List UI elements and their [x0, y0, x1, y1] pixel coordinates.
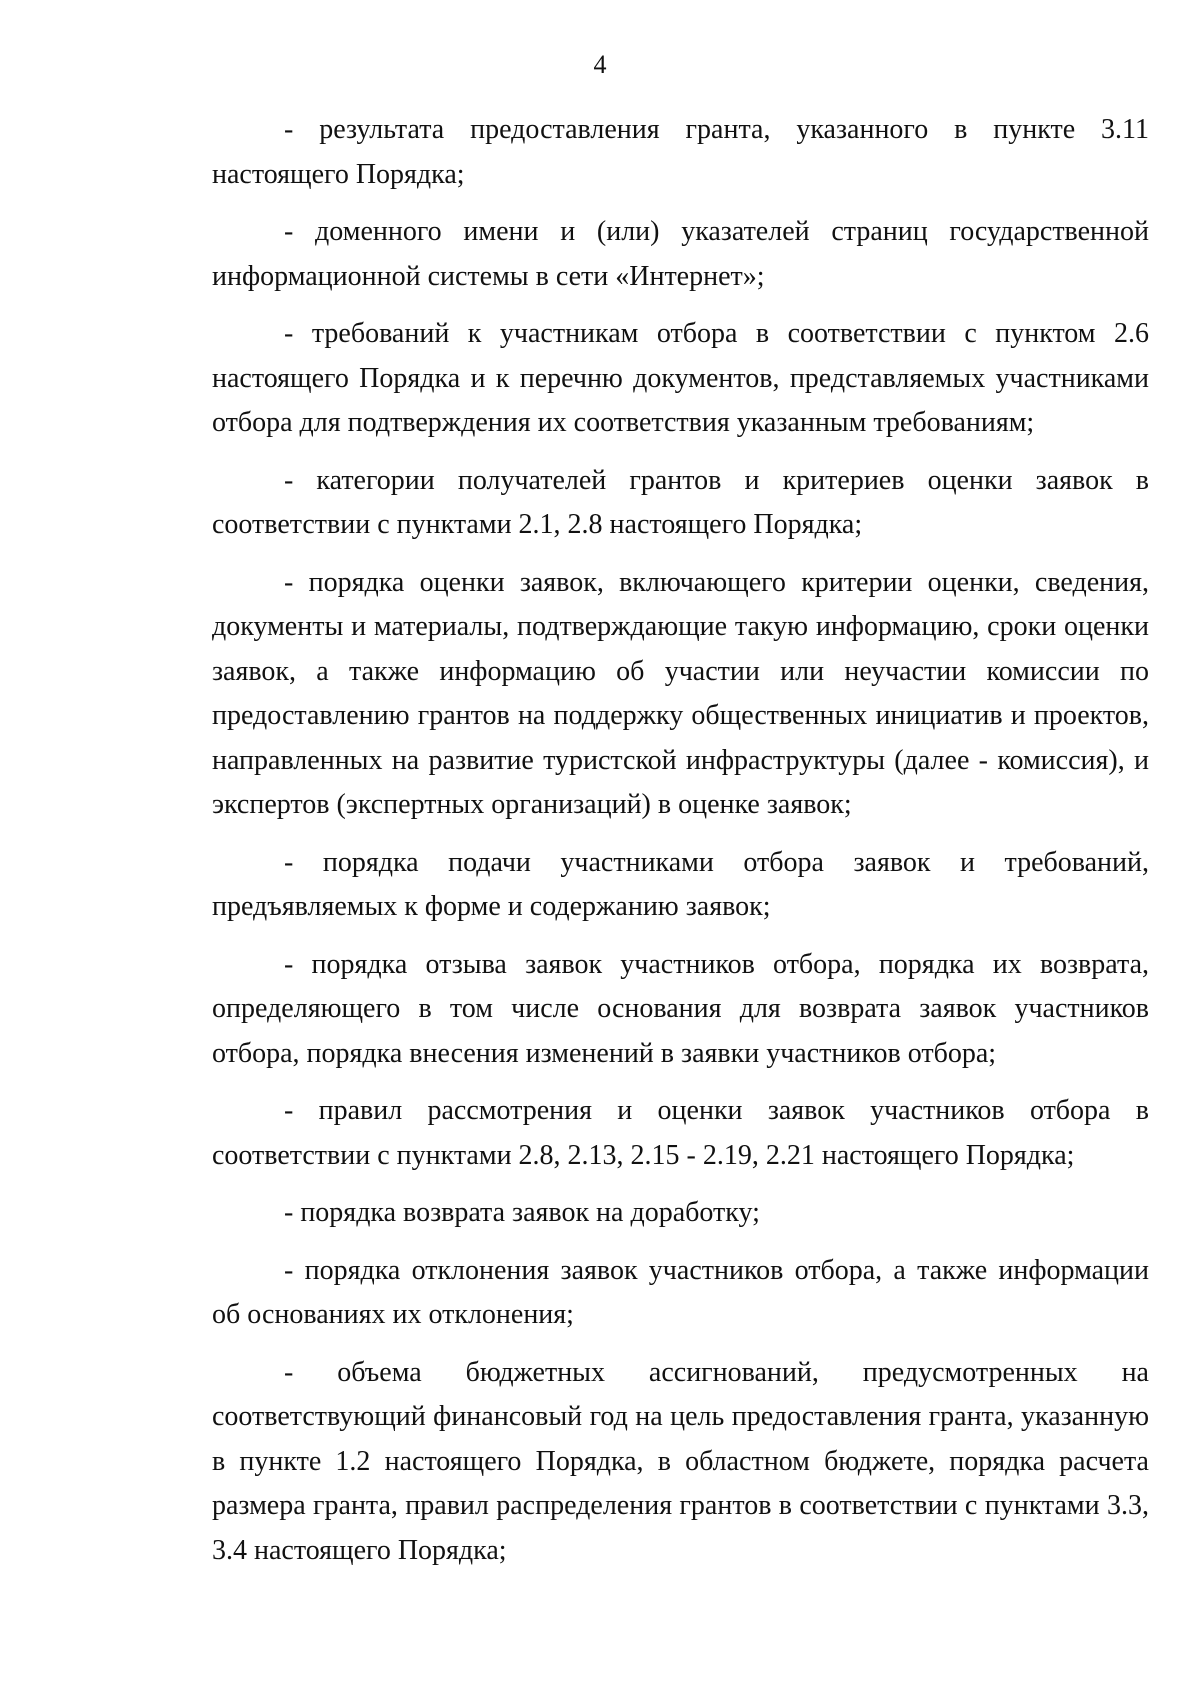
list-item: - порядка оценки заявок, включающего критерии оценки, сведения, документы и материалы, подтверждающие такую информацию, сроки оценки заявок, а также информацию об участии или неучастии комиссии по предоставлению грантов на поддержку общественных инициатив и проектов, направленных на развитие туристской инфраструктуры (далее - комиссия), и экспертов (экспертных организаций) в оценке заявок;	[212, 566, 1149, 820]
list-item: - объема бюджетных ассигнований, предусмотренных на соответствующий финансовый год на цель предоставления гранта, указанную в пункте 1.2 настоящего Порядка, в областном бюджете, порядка расчета размера гранта, правил распределения грантов в соответствии с пунктами 3.3, 3.4 настоящего Порядка;	[212, 1356, 1149, 1566]
list-item: - порядка отзыва заявок участников отбора, порядка их возврата, определяющего в том числе основания для возврата заявок участников отбора, порядка внесения изменений в заявки участников отбора;	[212, 948, 1149, 1069]
list-item: - порядка подачи участниками отбора заявок и требований, предъявляемых к форме и содержанию заявок;	[212, 846, 1149, 922]
list-item: - порядка отклонения заявок участников отбора, а также информации об основаниях их отклонения;	[212, 1254, 1149, 1330]
list-item: - категории получателей грантов и критериев оценки заявок в соответствии с пунктами 2.1, 2.8 настоящего Порядка;	[212, 464, 1149, 540]
list-item: - порядка возврата заявок на доработку;	[284, 1197, 760, 1228]
list-item: - результата предоставления гранта, указанного в пункте 3.11 настоящего Порядка;	[212, 114, 1149, 190]
list-item: - правил рассмотрения и оценки заявок участников отбора в соответствии с пунктами 2.8, 2.13, 2.15 - 2.19, 2.21 настоящего Порядка;	[212, 1095, 1149, 1171]
document-body	[212, 108, 1149, 1586]
list-item: - требований к участникам отбора в соответствии с пунктом 2.6 настоящего Порядка и к перечню документов, представляемых участниками отбора для подтверждения их соответствия указанным требованиям;	[212, 318, 1149, 438]
page-number: 4	[593, 50, 607, 79]
list-item: - доменного имени и (или) указателей страниц государственной информационной системы в сети «Интернет»;	[212, 216, 1149, 292]
